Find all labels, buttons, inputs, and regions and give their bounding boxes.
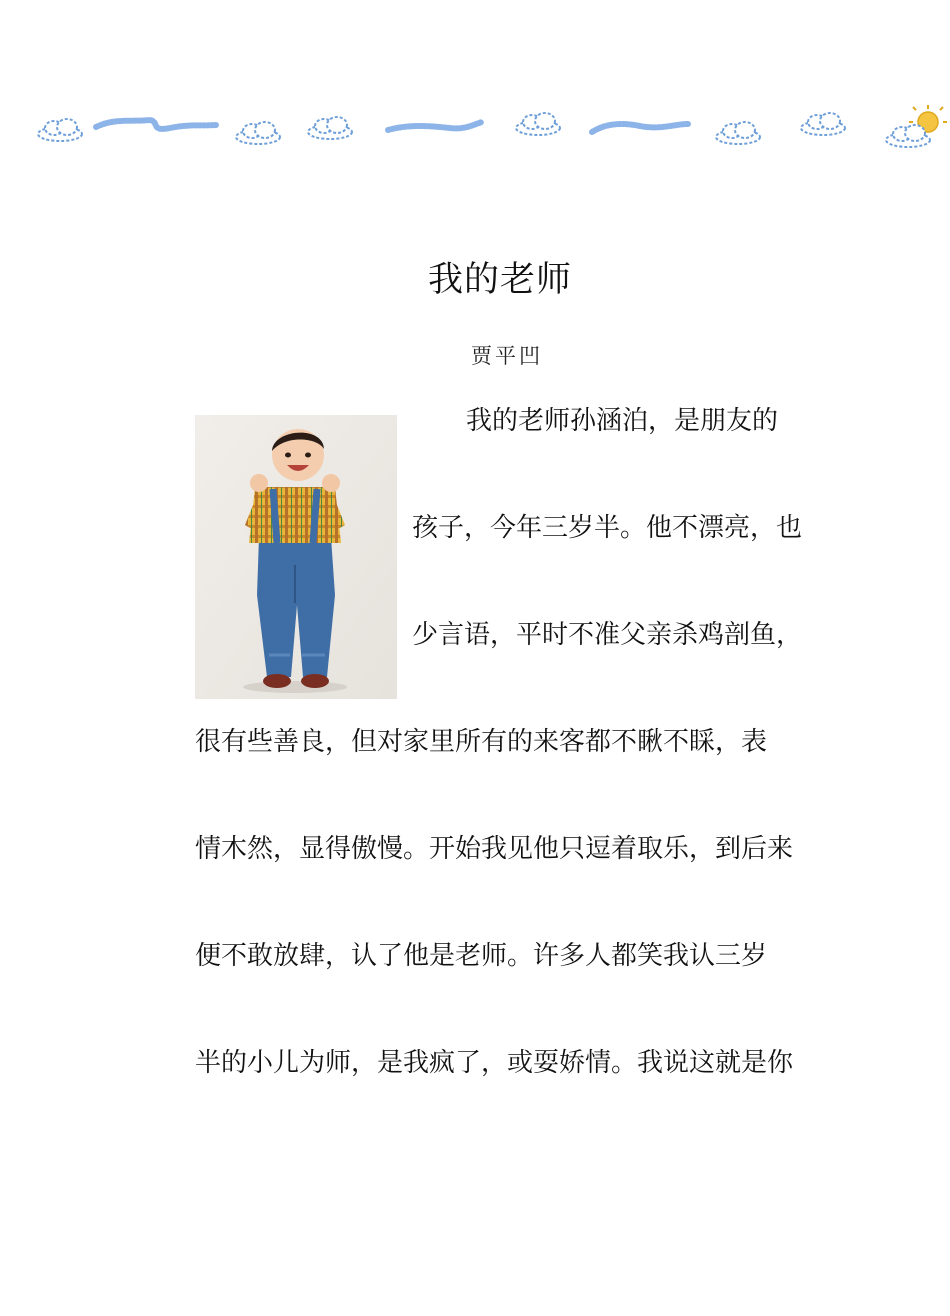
paragraph-line: 孩子，今年三岁半。他不漂亮，也 bbox=[412, 513, 803, 543]
cloud-icon bbox=[801, 113, 845, 135]
paragraph-line: 少言语，平时不准父亲杀鸡剖鱼， bbox=[412, 620, 803, 650]
cloud-icon bbox=[516, 113, 560, 135]
squiggle-icon bbox=[96, 120, 216, 129]
cloud-icon bbox=[886, 125, 930, 147]
cloud-icon bbox=[308, 117, 352, 139]
child-photo bbox=[195, 415, 397, 699]
paragraph-line: 半的小儿为师，是我疯了，或耍娇情。我说这就是你 bbox=[195, 1048, 794, 1078]
cloud-icon bbox=[716, 122, 760, 144]
cloud-icon bbox=[38, 119, 82, 141]
squiggle-icon bbox=[388, 122, 482, 130]
squiggle-icon bbox=[592, 124, 688, 132]
paragraph-line: 我的老师孙涵泊，是朋友的 bbox=[466, 406, 779, 436]
article-title: 我的老师 bbox=[427, 260, 572, 300]
paragraph-line: 很有些善良，但对家里所有的来客都不瞅不睬，表 bbox=[195, 727, 768, 757]
cloud-icon bbox=[236, 122, 280, 144]
paragraph-line: 便不敢放肆，认了他是老师。许多人都笑我认三岁 bbox=[195, 941, 768, 971]
paragraph-line: 情木然，显得傲慢。开始我见他只逗着取乐，到后来 bbox=[195, 834, 794, 864]
article-author: 贾平凹 bbox=[471, 344, 543, 368]
cloud-banner bbox=[0, 100, 950, 155]
